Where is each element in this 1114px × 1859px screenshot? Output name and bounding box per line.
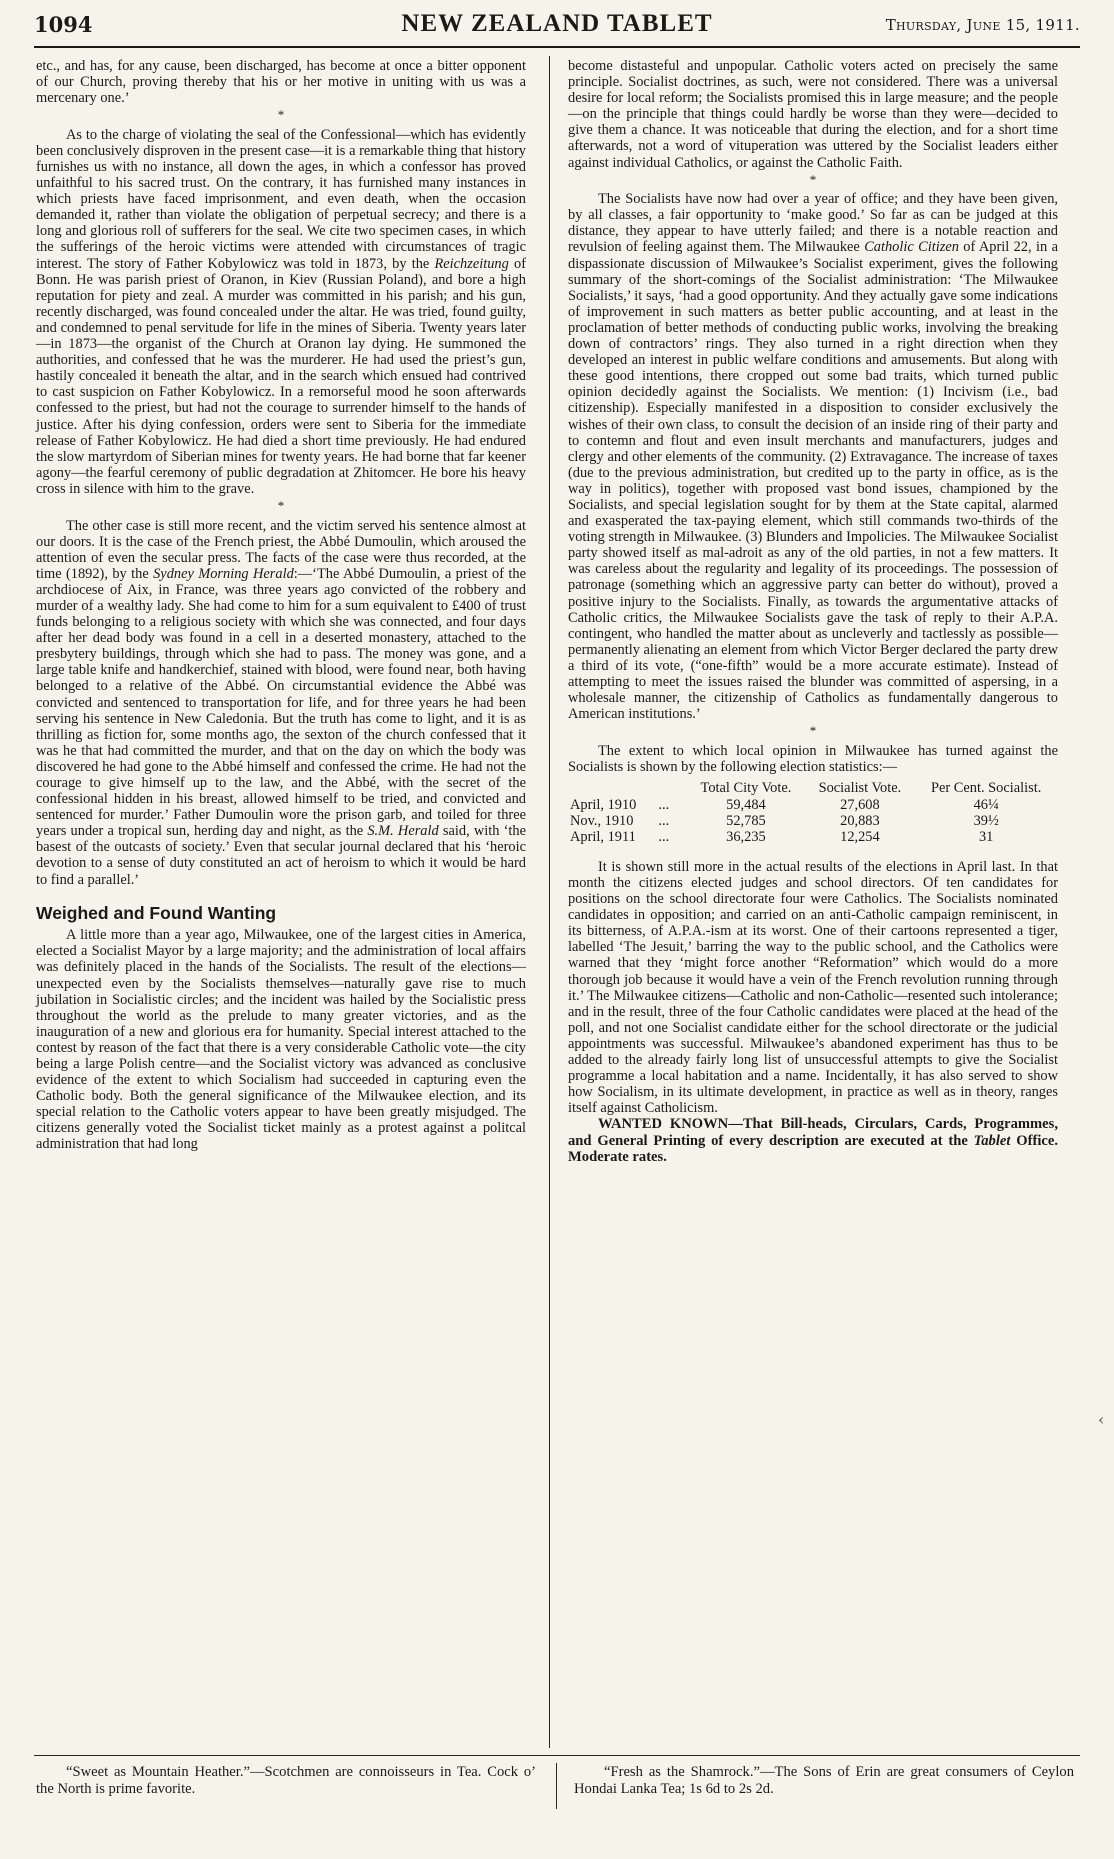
row-label: April, 1911: [570, 828, 636, 845]
leader-dots: ...: [658, 828, 670, 845]
table-row: [568, 813, 1058, 829]
article-heading: Weighed and Found Wanting: [36, 902, 277, 923]
column-header: Total City Vote.: [700, 780, 792, 796]
footer-rule: [34, 1755, 1080, 1756]
socialist-vote: 12,254: [840, 828, 880, 845]
paragraph: A little more than a year ago, Milwaukee, one of the largest cities in America, elected a Socialist Mayor by a large majority; and the administration of local affairs was definitely placed in the hands of the Socialists. The result of the elections—unexpected even by the Socialists themselves—naturally gave rise to much jubilation in Socialistic circles; and the incident was hailed by the Socialistic press throughout the world as the prelude to many greater victories, and as the inauguration of a new and glorious era for humanity. Special interest attached to the contest by reason of the fact that there is a very considerable Catholic vote—the city being a large Polish centre—and the Socialist victory was advanced as conclusive evidence of the extent to which Socialism had succeeded in capturing even the Catholic body. Both the general significance of the Milwaukee election, and its special relation to the Catholic voters appear to have been greatly misjudged. The citizens generally voted the Socialist ticket mainly as a protest against a politcal administration that had long: [36, 927, 526, 1153]
column-header: [656, 781, 686, 797]
paragraph: become distasteful and unpopular. Catholic voters acted on precisely the same principle. Socialist doctrines, as such, were not considered. There was a universal desire for local reform; the Socialists promised this in large measure; and the people—on the principle that things could hardly be worse than they were—decided to give them a chance. It was noticeable that during the election, and for a short time afterwards, not a word of vituperation was uttered by the Socialist leaders either against individual Catholics, or against the Catholic Faith.: [568, 58, 1058, 171]
footer-advert-left: “Sweet as Mountain Heather.”—Scotchmen are connoisseurs in Tea. Cock o’ the North is prime favorite.: [36, 1764, 536, 1797]
leader-dots: ...: [658, 796, 670, 813]
percent-socialist: 46¼: [973, 796, 999, 813]
right-column: [568, 58, 1058, 1165]
left-column: [36, 58, 526, 1153]
leader-dots: ...: [658, 812, 670, 829]
margin-mark: ‹: [1098, 1410, 1105, 1429]
wanted-known-notice: WANTED KNOWN—That Bill-heads, Circulars, Cards, Programmes, and General Printing of every description are executed at the Tablet Office. Moderate rates.: [568, 1116, 1058, 1166]
paragraph: The extent to which local opinion in Milwaukee has turned against the Socialists is shown by the following election statistics:—: [568, 742, 1058, 775]
footer-advert-right: “Fresh as the Shamrock.”—The Sons of Erin are great consumers of Ceylon Hondai Lanka Tea; 1s 6d to 2s 2d.: [574, 1764, 1074, 1797]
masthead: [34, 8, 1080, 42]
column-header: Socialist Vote.: [818, 780, 902, 796]
percent-socialist: 31: [978, 828, 994, 845]
row-label: April, 1910: [570, 796, 637, 813]
percent-socialist: 39½: [973, 812, 999, 829]
row-label: Nov., 1910: [570, 812, 634, 829]
paragraph: etc., and has, for any cause, been discharged, has become at once a bitter opponent of our Church, proving thereby that his or her motive in uniting with us was a mercenary one.’: [36, 58, 526, 107]
column-header: Per Cent. Socialist.: [931, 780, 1042, 796]
paragraph: The other case is still more recent, and the victim served his sentence almost at our doors. It is the case of the French priest, the Abbé Dumoulin, which aroused the attention of even the secular press. The facts of the case were thus recorded, at the time (1892), by the Sydney Morning Herald:—‘The Abbé Dumoulin, a priest of the archdiocese of Aix, in France, was three years ago convicted of the robbery and murder of a wealthy lady. She had come to him for a sum equivalent to £400 of trust funds belonging to a religious society with which she was connected, and four days after her dead body was found in a cell in a deserted monastery, attached to the presbytery buildings, through which she had to pass. The money was gone, and a large table knife and handkerchief, stained with blood, were found near, both having belonged to a relative of the Abbé. On circumstantial evidence the Abbé was convicted and sentenced to transportation for life, and for three years he had been serving his sentence in New Caledonia. But the truth has come to light, and it is as thrilling as fiction for, some months ago, the sexton of the church confessed that it was he that had committed the murder, and that on the day on which the body was discovered he had gone to the Abbé himself and confessed the crime. He had not the courage to give himself up to the law, and the Abbé, with the secret of the confessional hidden in his breast, allowed himself to be tried, and convicted and sentenced for murder.’ Father Dumoulin wore the prison garb, and toiled for three years under a tropical sun, herding day and night, as the S.M. Herald said, with ‘the basest of the outcasts of society.’ Even that secular journal declared that his ‘heroic devotion to a sense of duty constituted an act of heroism to which it would be hard to find a parallel.’: [36, 517, 526, 888]
column-header: [568, 781, 656, 797]
paragraph: The Socialists have now had over a year of office; and they have been given, by all classes, a fair opportunity to ‘make good.’ So far as can be judged at this distance, they appear to have utterly failed; and there is a notable reaction and revulsion of feeling against them. The Milwaukee Catholic Citizen of April 22, in a dispassionate discussion of Milwaukee’s Socialist experiment, gives the following summary of the short-comings of the Socialist administration: ‘The Milwaukee Socialists,’ it says, ‘had a good opportunity. And they actually gave some indications of improvement in such matters as better public accounting, and at least in the proclamation of better methods of conducting public works, involving the breaking down of contractors’ rings. They also turned in a right direction when they developed an interest in public welfare conditions and amusements. But along with these good intentions, there cropped out some bad traits, which turned public opinion decidedly against the Socialists. We mention: (1) Incivism (i.e., bad citizenship). Especially manifested in a disposition to consider exclusively the wishes of their own class, to consult the decision of an inside ring of their party and to contemn and flout and even insult merchants and manufacturers, judges and clergy and other elements of the community. (2) Extravagance. The increase of taxes (due to the previous administration, but credited up to the party in office, as is the way in politics), together with proposed vast bond issues, championed by the Socialists, and special legislation sought for by them at the State capital, alarmed and exasperated the tax-paying element, which still commands two-thirds of the voting strength in Milwaukee. (3) Blunders and Impolicies. The Milwaukee Socialist party showed itself as mal-adroit as any of the old parties, in not a few matters. It was careless about the regularity and legality of its proceedings. The possession of patronage (something which an aggressive party can better do without), proved a positive injury to the Socialists. Finally, as towards the argumentative attacks of Catholic critics, the Milwaukee Socialists gave the task of reply to their A.P.A. contingent, who handled the matter about as uncleverly and tactlessly as possible—permanently alienating an element from which Victor Berger declared the party drew a third of its vote, (“one-fifth” would be a more accurate estimate). Instead of attempting to meet the issues raised the blunder was committed of aspersing, in a wholesale manner, the citizenship of Catholics as fundamentally dangerous to American institutions.’: [568, 191, 1058, 723]
section-star: *: [809, 171, 817, 187]
newspaper-title: NEW ZEALAND TABLET: [401, 10, 713, 37]
total-vote: 59,484: [726, 796, 766, 813]
paragraph: As to the charge of violating the seal of the Confessional—which has evidently been conclusively disproven in the present case—it is a remarkable thing that history furnishes us with no instance, all down the ages, in which a confessor has proved unfaithful to his sacred trust. On the contrary, it has furnished many instances in which priests have faced imprisonment, and even death, when the occasion demanded it, rather than violate the obligation of perpetual secrecy; and there is a long and glorious roll of sufferers for the seal. We cite two specimen cases, in which the sufferings of the heroic victims were attended with circumstances of tragic interest. The story of Father Kobylowicz was told in 1873, by the Reichzeitung of Bonn. He was parish priest of Oranon, in Kiev (Russian Poland), and bore a high reputation for piety and zeal. A murder was committed in his parish; and his gun, recently discharged, was found concealed under the altar. He was tried, found guilty, and condemned to penal servitude for life in the mines of Siberia. Twenty years later—in 1873—the organist of the Church at Oranon lay dying. He summoned the authorities, and confessed that he was the murderer. He had used the priest’s gun, hastily concealed it beneath the altar, and in the search which ensued had contrived to cast suspicion on Father Kobylowicz. In a remorseful mood he soon afterwards confessed to the priest, but had not the courage to surrender himself to the hands of justice. After his dying confession, orders were sent to Siberia for the immediate release of Father Kobylowicz. He had died a short time previously. He had endured the slow martyrdom of Siberian mines for twenty years. He had borne that far keener agony—the fearful ceremony of public degradation at Zhitomcer. He bore his heavy cross in silence with him to the grave.: [36, 126, 527, 497]
total-vote: 52,785: [726, 812, 766, 829]
election-statistics-table: [568, 781, 1058, 845]
socialist-vote: 27,608: [840, 796, 880, 813]
issue-date: Thursday, June 15, 1911.: [885, 16, 1080, 34]
section-star: *: [809, 723, 817, 739]
table-header-row: [568, 781, 1058, 797]
header-rule: [34, 46, 1080, 48]
page-number: 1094: [34, 12, 93, 37]
socialist-vote: 20,883: [840, 812, 880, 829]
section-star: *: [277, 497, 285, 513]
footer-divider: [556, 1763, 557, 1809]
table-row: [568, 829, 1058, 845]
total-vote: 36,235: [726, 828, 766, 845]
section-star: *: [277, 107, 285, 123]
paragraph: It is shown still more in the actual results of the elections in April last. In that month the citizens elected judges and school directors. Of ten candidates for positions on the school directorate four were Catholics. The Socialists nominated candidates in opposition; and carried on an anti-Catholic campaign reminiscent, in its bitterness, of A.P.A.-ism at its worst. One of their cartoons represented a tiger, labelled ‘The Jesuit,’ barring the way to the public school, and the Catholics were warned that they ‘might force another “Reformation” which would do a more thorough job because it would have a vein of the French revolution running through it.’ The Milwaukee citizens—Catholic and non-Catholic—resented such intolerance; and in the result, three of the four Catholic candidates were placed at the head of the poll, and not one Socialist candidate either for the school directorate or the judicial appointments was successful. Milwaukee’s abandoned experiment has thus to be added to the already fairly long list of unsuccessful attempts to give the Socialist programme a local habitation and a name. Incidentally, it has also served to show how Socialism, in its ultimate development, in practice as well as in theory, ranges itself against Catholicism.: [568, 858, 1058, 1117]
column-divider: [549, 56, 550, 1748]
table-row: [568, 797, 1058, 813]
